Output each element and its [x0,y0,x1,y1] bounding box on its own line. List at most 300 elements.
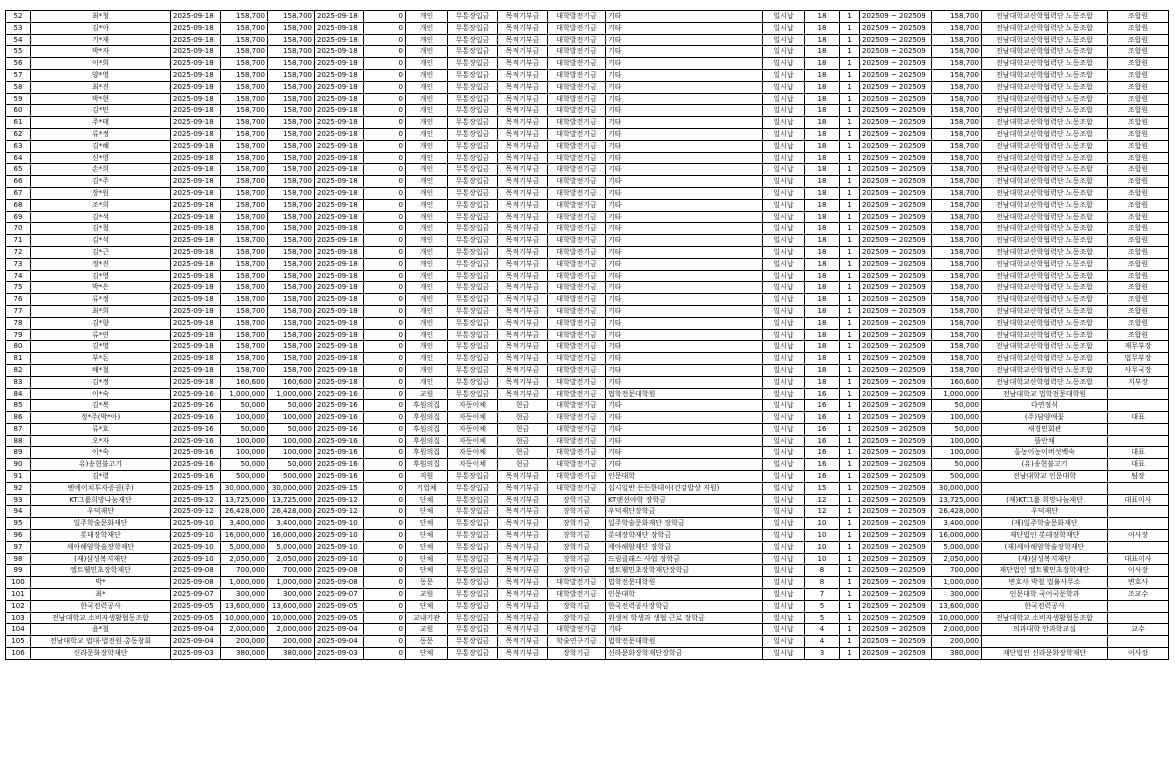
role-cell[interactable]: 조합원 [1108,93,1169,105]
purpose-cell[interactable]: 기타 [606,412,763,424]
payment-method-cell[interactable]: 무통장입금 [448,117,498,129]
installment-cell[interactable]: 1 [840,541,860,553]
role-cell[interactable]: 조합원 [1108,152,1169,164]
donor-name-cell[interactable]: 류*연 [31,329,171,341]
payment-method-cell[interactable]: 무통장입금 [448,506,498,518]
role-cell[interactable] [1108,612,1169,624]
date-cell[interactable]: 2025-09-18 [171,69,221,81]
amount-received-cell[interactable]: 380,000 [268,648,315,660]
total-amount-cell[interactable]: 158,700 [932,105,982,117]
date-cell[interactable]: 2025-09-18 [171,223,221,235]
period-cell[interactable]: 202509 ~ 202509 [860,565,932,577]
count-cell[interactable]: 18 [805,329,840,341]
amount-received-cell[interactable]: 158,700 [268,235,315,247]
donor-type-cell[interactable]: 교원 [406,388,448,400]
donation-kind-cell[interactable]: 목적기부금 [498,11,548,23]
period-cell[interactable]: 202509 ~ 202509 [860,282,932,294]
installment-cell[interactable]: 1 [840,412,860,424]
role-cell[interactable] [1108,435,1169,447]
payment-method-cell[interactable]: 무통장입금 [448,648,498,660]
role-cell[interactable]: 조합원 [1108,235,1169,247]
organization-cell[interactable]: 전남대학교산학협력단 노동조합 [982,34,1108,46]
receipt-date-cell[interactable]: 2025-09-18 [315,199,364,211]
total-amount-cell[interactable]: 158,700 [932,199,982,211]
receipt-date-cell[interactable]: 2025-09-07 [315,589,364,601]
row-number-cell[interactable]: 77 [6,305,31,317]
amount-cell[interactable]: 158,700 [221,11,268,23]
payment-type-cell[interactable]: 일시납 [763,81,805,93]
date-cell[interactable]: 2025-09-04 [171,624,221,636]
payment-method-cell[interactable]: 무통장입금 [448,282,498,294]
organization-cell[interactable]: 전남대학교 소비자생활협동조합 [982,612,1108,624]
purpose-cell[interactable]: 기타 [606,400,763,412]
amount-received-cell[interactable]: 158,700 [268,305,315,317]
receipt-date-cell[interactable]: 2025-09-18 [315,305,364,317]
donation-kind-cell[interactable]: 목적기부금 [498,105,548,117]
fund-cell[interactable]: 대학발전기금 [548,459,606,471]
payment-type-cell[interactable]: 일시납 [763,553,805,565]
installment-cell[interactable]: 1 [840,553,860,565]
payment-method-cell[interactable]: 무통장입금 [448,11,498,23]
purpose-cell[interactable]: 신라문화장학재단장학금 [606,648,763,660]
donor-type-cell[interactable]: 개인 [406,199,448,211]
donor-type-cell[interactable]: 동문 [406,636,448,648]
fund-cell[interactable]: 대학발전기금 [548,294,606,306]
purpose-cell[interactable]: 기타 [606,22,763,34]
payment-type-cell[interactable]: 일시납 [763,388,805,400]
role-cell[interactable]: 이사장 [1108,565,1169,577]
donor-type-cell[interactable]: 개인 [406,376,448,388]
amount-cell[interactable]: 380,000 [221,648,268,660]
fund-cell[interactable]: 대학발전기금 [548,187,606,199]
row-number-cell[interactable]: 70 [6,223,31,235]
donor-name-cell[interactable]: 신*영 [31,152,171,164]
payment-method-cell[interactable]: 무통장입금 [448,223,498,235]
receipt-date-cell[interactable]: 2025-09-18 [315,117,364,129]
period-cell[interactable]: 202509 ~ 202509 [860,105,932,117]
organization-cell[interactable]: 전남대학교산학협력단 노동조합 [982,117,1108,129]
total-amount-cell[interactable]: 50,000 [932,459,982,471]
payment-method-cell[interactable]: 무통장입금 [448,93,498,105]
role-cell[interactable]: 조합원 [1108,176,1169,188]
total-amount-cell[interactable]: 158,700 [932,81,982,93]
date-cell[interactable]: 2025-09-18 [171,282,221,294]
payment-method-cell[interactable]: 자동이체 [448,435,498,447]
date-cell[interactable]: 2025-09-05 [171,600,221,612]
amount-received-cell[interactable]: 300,000 [268,589,315,601]
role-cell[interactable] [1108,506,1169,518]
payment-method-cell[interactable]: 무통장입금 [448,541,498,553]
payment-method-cell[interactable]: 무통장입금 [448,624,498,636]
amount-received-cell[interactable]: 158,700 [268,81,315,93]
organization-cell[interactable]: 다연정식 [982,400,1108,412]
amount-cell[interactable]: 1,000,000 [221,388,268,400]
amount-cell[interactable]: 158,700 [221,270,268,282]
zero-cell[interactable]: 0 [364,541,406,553]
donor-type-cell[interactable]: 개인 [406,235,448,247]
zero-cell[interactable]: 0 [364,152,406,164]
fund-cell[interactable]: 대학발전기금 [548,69,606,81]
total-amount-cell[interactable]: 200,000 [932,636,982,648]
role-cell[interactable]: 조합원 [1108,270,1169,282]
receipt-date-cell[interactable]: 2025-09-18 [315,105,364,117]
row-number-cell[interactable]: 93 [6,494,31,506]
date-cell[interactable]: 2025-09-16 [171,388,221,400]
payment-type-cell[interactable]: 일시납 [763,235,805,247]
donor-type-cell[interactable]: 개인 [406,317,448,329]
payment-method-cell[interactable]: 무통장입금 [448,164,498,176]
total-amount-cell[interactable]: 13,600,000 [932,600,982,612]
fund-cell[interactable]: 대학발전기금 [548,93,606,105]
purpose-cell[interactable]: 기타 [606,364,763,376]
installment-cell[interactable]: 1 [840,435,860,447]
payment-type-cell[interactable]: 일시납 [763,600,805,612]
period-cell[interactable]: 202509 ~ 202509 [860,93,932,105]
purpose-cell[interactable]: 기타 [606,105,763,117]
date-cell[interactable]: 2025-09-12 [171,506,221,518]
donor-name-cell[interactable]: 우덕재단 [31,506,171,518]
payment-type-cell[interactable]: 일시납 [763,471,805,483]
count-cell[interactable]: 18 [805,376,840,388]
receipt-date-cell[interactable]: 2025-09-12 [315,506,364,518]
installment-cell[interactable]: 1 [840,341,860,353]
donor-type-cell[interactable]: 후원의집 [406,435,448,447]
donor-name-cell[interactable]: 최*청 [31,11,171,23]
donor-type-cell[interactable]: 개인 [406,81,448,93]
zero-cell[interactable]: 0 [364,176,406,188]
organization-cell[interactable]: 전남대학교산학협력단 노동조합 [982,305,1108,317]
amount-received-cell[interactable]: 1,000,000 [268,388,315,400]
row-number-cell[interactable]: 65 [6,164,31,176]
payment-type-cell[interactable]: 일시납 [763,34,805,46]
row-number-cell[interactable]: 98 [6,553,31,565]
row-number-cell[interactable]: 57 [6,69,31,81]
payment-type-cell[interactable]: 일시납 [763,187,805,199]
payment-method-cell[interactable]: 무통장입금 [448,81,498,93]
payment-type-cell[interactable]: 일시납 [763,400,805,412]
total-amount-cell[interactable]: 158,700 [932,11,982,23]
count-cell[interactable]: 4 [805,624,840,636]
zero-cell[interactable]: 0 [364,600,406,612]
organization-cell[interactable]: 전남대학교 법학전문대학원 [982,388,1108,400]
amount-received-cell[interactable]: 158,700 [268,294,315,306]
period-cell[interactable]: 202509 ~ 202509 [860,612,932,624]
donation-kind-cell[interactable]: 목적기부금 [498,58,548,70]
count-cell[interactable]: 4 [805,636,840,648]
role-cell[interactable]: 대표 [1108,459,1169,471]
period-cell[interactable]: 202509 ~ 202509 [860,353,932,365]
purpose-cell[interactable]: 기타 [606,235,763,247]
donation-kind-cell[interactable]: 목적기부금 [498,553,548,565]
payment-type-cell[interactable]: 일시납 [763,636,805,648]
period-cell[interactable]: 202509 ~ 202509 [860,471,932,483]
donor-name-cell[interactable]: 오*자 [31,435,171,447]
amount-received-cell[interactable]: 158,700 [268,93,315,105]
donor-name-cell[interactable]: 김*정 [31,376,171,388]
fund-cell[interactable]: 대학발전기금 [548,117,606,129]
installment-cell[interactable]: 1 [840,388,860,400]
row-number-cell[interactable]: 67 [6,187,31,199]
payment-method-cell[interactable]: 무통장입금 [448,565,498,577]
purpose-cell[interactable]: 엘트웰민초장학재단장학금 [606,565,763,577]
payment-method-cell[interactable]: 무통장입금 [448,176,498,188]
period-cell[interactable]: 202509 ~ 202509 [860,435,932,447]
date-cell[interactable]: 2025-09-18 [171,329,221,341]
period-cell[interactable]: 202509 ~ 202509 [860,187,932,199]
payment-type-cell[interactable]: 일시납 [763,305,805,317]
donor-name-cell[interactable]: 박*현 [31,93,171,105]
total-amount-cell[interactable]: 158,700 [932,353,982,365]
donor-name-cell[interactable]: 손*희 [31,164,171,176]
purpose-cell[interactable]: 인문대학 [606,589,763,601]
donor-name-cell[interactable]: 한국전력공사 [31,600,171,612]
donor-type-cell[interactable]: 개인 [406,282,448,294]
donor-type-cell[interactable]: 개인 [406,11,448,23]
payment-type-cell[interactable]: 일시납 [763,211,805,223]
organization-cell[interactable]: 전남대학교산학협력단 노동조합 [982,364,1108,376]
fund-cell[interactable]: 대학발전기금 [548,46,606,58]
amount-cell[interactable]: 100,000 [221,435,268,447]
total-amount-cell[interactable]: 158,700 [932,152,982,164]
fund-cell[interactable]: 대학발전기금 [548,211,606,223]
amount-received-cell[interactable]: 158,700 [268,282,315,294]
period-cell[interactable]: 202509 ~ 202509 [860,376,932,388]
organization-cell[interactable]: 인문대학 국어국문학과 [982,589,1108,601]
role-cell[interactable]: 팀장 [1108,471,1169,483]
total-amount-cell[interactable]: 158,700 [932,364,982,376]
row-number-cell[interactable]: 102 [6,600,31,612]
fund-cell[interactable]: 대학발전기금 [548,140,606,152]
amount-received-cell[interactable]: 158,700 [268,341,315,353]
fund-cell[interactable]: 학술연구기금 [548,636,606,648]
payment-method-cell[interactable]: 무통장입금 [448,69,498,81]
row-number-cell[interactable]: 86 [6,412,31,424]
amount-cell[interactable]: 158,700 [221,282,268,294]
row-number-cell[interactable]: 92 [6,482,31,494]
amount-received-cell[interactable]: 158,700 [268,246,315,258]
payment-type-cell[interactable]: 일시납 [763,270,805,282]
donation-kind-cell[interactable]: 목적기부금 [498,81,548,93]
purpose-cell[interactable]: 기타 [606,246,763,258]
donation-kind-cell[interactable]: 목적기부금 [498,636,548,648]
row-number-cell[interactable]: 82 [6,364,31,376]
amount-received-cell[interactable]: 10,000,000 [268,612,315,624]
amount-received-cell[interactable]: 13,725,000 [268,494,315,506]
donor-name-cell[interactable]: 엘트웰민초장학재단 [31,565,171,577]
organization-cell[interactable]: (재)삼성복지재단 [982,553,1108,565]
payment-method-cell[interactable]: 무통장입금 [448,46,498,58]
donation-kind-cell[interactable]: 현금 [498,400,548,412]
role-cell[interactable]: 조합원 [1108,317,1169,329]
role-cell[interactable]: 재무부장 [1108,341,1169,353]
donor-type-cell[interactable]: 기업체 [406,482,448,494]
total-amount-cell[interactable]: 158,700 [932,294,982,306]
payment-type-cell[interactable]: 일시납 [763,494,805,506]
total-amount-cell[interactable]: 158,700 [932,93,982,105]
date-cell[interactable]: 2025-09-16 [171,447,221,459]
installment-cell[interactable]: 1 [840,93,860,105]
date-cell[interactable]: 2025-09-18 [171,152,221,164]
total-amount-cell[interactable]: 158,700 [932,187,982,199]
zero-cell[interactable]: 0 [364,258,406,270]
amount-received-cell[interactable]: 100,000 [268,435,315,447]
count-cell[interactable]: 16 [805,459,840,471]
amount-received-cell[interactable]: 158,700 [268,211,315,223]
payment-type-cell[interactable]: 일시납 [763,46,805,58]
row-number-cell[interactable]: 76 [6,294,31,306]
organization-cell[interactable]: 전남대학교산학협력단 노동조합 [982,211,1108,223]
amount-cell[interactable]: 158,700 [221,58,268,70]
row-number-cell[interactable]: 88 [6,435,31,447]
zero-cell[interactable]: 0 [364,589,406,601]
period-cell[interactable]: 202509 ~ 202509 [860,459,932,471]
fund-cell[interactable]: 대학발전기금 [548,199,606,211]
installment-cell[interactable]: 1 [840,447,860,459]
date-cell[interactable]: 2025-09-18 [171,294,221,306]
donor-type-cell[interactable]: 개인 [406,140,448,152]
donation-kind-cell[interactable]: 목적기부금 [498,353,548,365]
payment-type-cell[interactable]: 일시납 [763,199,805,211]
fund-cell[interactable]: 대학발전기금 [548,471,606,483]
payment-method-cell[interactable]: 무통장입금 [448,199,498,211]
organization-cell[interactable]: 재단법인 신라문화장학재단 [982,648,1108,660]
donor-type-cell[interactable]: 개인 [406,164,448,176]
donation-kind-cell[interactable]: 목적기부금 [498,282,548,294]
payment-method-cell[interactable]: 무통장입금 [448,34,498,46]
amount-received-cell[interactable]: 158,700 [268,176,315,188]
count-cell[interactable]: 18 [805,282,840,294]
role-cell[interactable]: 조합원 [1108,305,1169,317]
donor-type-cell[interactable]: 단체 [406,553,448,565]
period-cell[interactable]: 202509 ~ 202509 [860,199,932,211]
count-cell[interactable]: 18 [805,305,840,317]
donor-type-cell[interactable]: 개인 [406,187,448,199]
fund-cell[interactable]: 대학발전기금 [548,258,606,270]
installment-cell[interactable]: 1 [840,117,860,129]
donation-kind-cell[interactable]: 목적기부금 [498,388,548,400]
donation-kind-cell[interactable]: 목적기부금 [498,69,548,81]
total-amount-cell[interactable]: 158,700 [932,140,982,152]
date-cell[interactable]: 2025-09-18 [171,235,221,247]
fund-cell[interactable]: 대학발전기금 [548,624,606,636]
installment-cell[interactable]: 1 [840,648,860,660]
donor-name-cell[interactable]: 김*향 [31,317,171,329]
amount-received-cell[interactable]: 158,700 [268,117,315,129]
purpose-cell[interactable]: KT랜선야학 장학금 [606,494,763,506]
role-cell[interactable] [1108,600,1169,612]
receipt-date-cell[interactable]: 2025-09-18 [315,11,364,23]
count-cell[interactable]: 16 [805,447,840,459]
donor-type-cell[interactable]: 단체 [406,600,448,612]
row-number-cell[interactable]: 62 [6,128,31,140]
role-cell[interactable]: 조교수 [1108,589,1169,601]
period-cell[interactable]: 202509 ~ 202509 [860,164,932,176]
zero-cell[interactable]: 0 [364,34,406,46]
donor-name-cell[interactable]: 최*희 [31,305,171,317]
amount-cell[interactable]: 158,700 [221,223,268,235]
count-cell[interactable]: 18 [805,317,840,329]
fund-cell[interactable]: 대학발전기금 [548,223,606,235]
period-cell[interactable]: 202509 ~ 202509 [860,235,932,247]
donation-kind-cell[interactable]: 목적기부금 [498,506,548,518]
donor-type-cell[interactable]: 개인 [406,46,448,58]
count-cell[interactable]: 18 [805,58,840,70]
amount-received-cell[interactable]: 160,600 [268,376,315,388]
amount-cell[interactable]: 13,725,000 [221,494,268,506]
donor-type-cell[interactable]: 단체 [406,541,448,553]
zero-cell[interactable]: 0 [364,353,406,365]
period-cell[interactable]: 202509 ~ 202509 [860,69,932,81]
installment-cell[interactable]: 1 [840,459,860,471]
count-cell[interactable]: 18 [805,11,840,23]
payment-type-cell[interactable]: 일시납 [763,69,805,81]
fund-cell[interactable]: 대학발전기금 [548,152,606,164]
total-amount-cell[interactable]: 158,700 [932,317,982,329]
purpose-cell[interactable]: 기타 [606,69,763,81]
installment-cell[interactable]: 1 [840,140,860,152]
installment-cell[interactable]: 1 [840,612,860,624]
period-cell[interactable]: 202509 ~ 202509 [860,400,932,412]
count-cell[interactable]: 12 [805,494,840,506]
purpose-cell[interactable]: 기타 [606,223,763,235]
organization-cell[interactable]: 전남대학교산학협력단 노동조합 [982,11,1108,23]
amount-received-cell[interactable]: 158,700 [268,34,315,46]
installment-cell[interactable]: 1 [840,518,860,530]
amount-cell[interactable]: 158,700 [221,305,268,317]
period-cell[interactable]: 202509 ~ 202509 [860,305,932,317]
count-cell[interactable]: 18 [805,364,840,376]
organization-cell[interactable] [982,636,1108,648]
donation-kind-cell[interactable]: 목적기부금 [498,270,548,282]
role-cell[interactable]: 조합원 [1108,128,1169,140]
installment-cell[interactable]: 1 [840,589,860,601]
organization-cell[interactable]: (재)세아해암학술장학재단 [982,541,1108,553]
row-number-cell[interactable]: 90 [6,459,31,471]
donor-name-cell[interactable]: 조*희 [31,199,171,211]
role-cell[interactable]: 조합원 [1108,246,1169,258]
payment-method-cell[interactable]: 무통장입금 [448,353,498,365]
date-cell[interactable]: 2025-09-08 [171,565,221,577]
count-cell[interactable]: 18 [805,270,840,282]
fund-cell[interactable]: 대학발전기금 [548,11,606,23]
installment-cell[interactable]: 1 [840,624,860,636]
date-cell[interactable]: 2025-09-05 [171,612,221,624]
date-cell[interactable]: 2025-09-10 [171,553,221,565]
donor-name-cell[interactable]: 이*숙 [31,388,171,400]
purpose-cell[interactable]: 기타 [606,317,763,329]
total-amount-cell[interactable]: 158,700 [932,305,982,317]
organization-cell[interactable]: 전남대학교산학협력단 노동조합 [982,353,1108,365]
total-amount-cell[interactable]: 158,700 [932,270,982,282]
period-cell[interactable]: 202509 ~ 202509 [860,364,932,376]
donor-type-cell[interactable]: 개인 [406,105,448,117]
count-cell[interactable]: 8 [805,577,840,589]
zero-cell[interactable]: 0 [364,294,406,306]
count-cell[interactable]: 18 [805,199,840,211]
donor-type-cell[interactable]: 개인 [406,128,448,140]
zero-cell[interactable]: 0 [364,270,406,282]
purpose-cell[interactable]: 기타 [606,140,763,152]
total-amount-cell[interactable]: 3,400,000 [932,518,982,530]
payment-method-cell[interactable]: 무통장입금 [448,58,498,70]
payment-method-cell[interactable]: 자동이체 [448,447,498,459]
purpose-cell[interactable]: 세아해암재단 장학금 [606,541,763,553]
fund-cell[interactable]: 대학발전기금 [548,105,606,117]
total-amount-cell[interactable]: 158,700 [932,58,982,70]
zero-cell[interactable]: 0 [364,187,406,199]
row-number-cell[interactable]: 74 [6,270,31,282]
row-number-cell[interactable]: 69 [6,211,31,223]
